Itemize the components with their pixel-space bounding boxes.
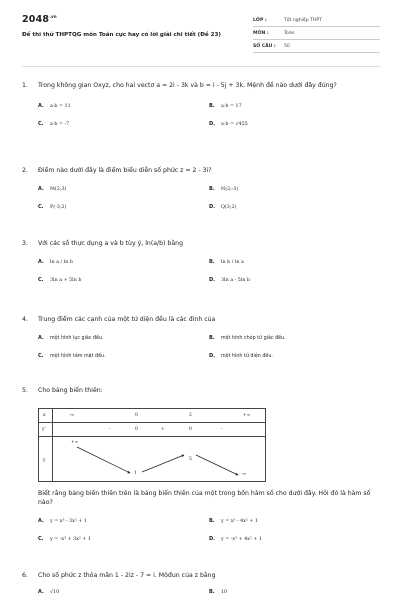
x-value: +∞ bbox=[243, 413, 251, 418]
meta-row-count bbox=[253, 40, 380, 53]
question-text: Cho bảng biến thiên: bbox=[38, 387, 103, 394]
option-c[interactable]: C. 3ln a + 5ln b bbox=[38, 276, 82, 283]
header-divider bbox=[22, 66, 380, 67]
option-a[interactable]: A. M(2;3) bbox=[38, 185, 67, 192]
option-b[interactable]: B. a·b = 17 bbox=[209, 102, 242, 109]
y-value: 1 bbox=[134, 471, 137, 476]
option-c[interactable]: C. P(-3;2) bbox=[38, 203, 67, 210]
question-5-continued bbox=[22, 490, 380, 542]
meta-label: LỚP : bbox=[253, 17, 267, 23]
option-d[interactable]: D. a·b = √455 bbox=[209, 120, 248, 127]
meta-row-subject bbox=[253, 27, 380, 40]
option-a[interactable]: A. ln a / ln b bbox=[38, 258, 73, 265]
question-2 bbox=[22, 167, 380, 210]
option-c[interactable]: C. một hình tám mặt đều. bbox=[38, 352, 106, 359]
meta-value: Tốt nghiệp THPT bbox=[284, 17, 322, 23]
option-d[interactable]: D. 3ln a - 5ln b bbox=[209, 276, 251, 283]
document-meta bbox=[253, 14, 380, 53]
y-value: +∞ bbox=[71, 440, 79, 445]
meta-label: SỐ CÂU : bbox=[253, 43, 276, 49]
option-b[interactable]: B. 10 bbox=[209, 588, 228, 595]
site-logo[interactable]: $2048^{.vn}$ bbox=[22, 14, 57, 26]
question-text: Cho số phức z thỏa mãn 1 - 2iz - 7 = i. Môđun của z bằng bbox=[38, 572, 216, 579]
option-b[interactable]: B. N(2;-3) bbox=[209, 185, 239, 192]
option-a[interactable]: A. a·b = 11 bbox=[38, 102, 71, 109]
x-value: 2 bbox=[189, 413, 192, 418]
option-a[interactable]: A. √10 bbox=[38, 588, 60, 595]
question-6 bbox=[22, 572, 380, 595]
meta-value: Toán bbox=[284, 30, 295, 36]
option-c[interactable]: C. y = -x³ + 3x² + 1 bbox=[38, 535, 91, 542]
y-value: -∞ bbox=[241, 472, 247, 477]
x-value: 0 bbox=[135, 413, 138, 418]
question-text: Trung điểm các cạnh của một tứ diện đều là các đỉnh của bbox=[38, 316, 216, 323]
question-number: 3. bbox=[22, 240, 28, 247]
yprime-sign: - bbox=[221, 427, 223, 432]
option-c[interactable]: C. a·b = -7 bbox=[38, 120, 70, 127]
meta-label: MÔN : bbox=[253, 30, 269, 36]
option-a[interactable]: A. y = x³ - 3x² + 1 bbox=[38, 517, 87, 524]
question-number: 2. bbox=[22, 167, 28, 174]
question-4 bbox=[22, 316, 380, 359]
question-3 bbox=[22, 240, 380, 283]
option-d[interactable]: D. một hình tứ diện đều. bbox=[209, 352, 273, 359]
variation-table bbox=[38, 408, 266, 482]
option-a[interactable]: A. một hình lục giác đều. bbox=[38, 334, 104, 341]
question-5 bbox=[22, 387, 380, 396]
question-number: 6. bbox=[22, 572, 28, 579]
question-text: Biết rằng bảng biến thiên trên là bảng biến thiên của một trong bốn hàm số cho dưới đây. Hỏi đó là hàm số nào? bbox=[38, 490, 371, 506]
page-header bbox=[22, 14, 380, 60]
arrow-down bbox=[77, 447, 130, 473]
question-text: Điểm nào dưới đây là điểm biểu diễn số phức z = 2 - 3i? bbox=[38, 167, 212, 174]
arrow-down bbox=[196, 455, 238, 475]
question-text: Trong không gian Oxyz, cho hai vectơ a = 2i - 3k và b = i - 5j + 3k. Mệnh đề nào dưới đây đúng? bbox=[38, 82, 337, 89]
question-number: 4. bbox=[22, 316, 28, 323]
option-b[interactable]: B. ln b / ln a bbox=[209, 258, 244, 265]
yprime-value: 0 bbox=[135, 427, 138, 432]
yprime-value: 0 bbox=[189, 427, 192, 432]
option-b[interactable]: B. một hình chóp tứ giác đều. bbox=[209, 334, 286, 341]
yprime-sign: + bbox=[161, 427, 165, 432]
y-value: 5 bbox=[189, 457, 192, 462]
question-number: 5. bbox=[22, 387, 28, 394]
row-label-x: x bbox=[43, 413, 46, 418]
variation-arrows bbox=[39, 409, 267, 483]
yprime-sign: - bbox=[109, 427, 111, 432]
option-b[interactable]: B. y = x³ - 4x² + 1 bbox=[209, 517, 258, 524]
question-1 bbox=[22, 82, 380, 127]
meta-row-class bbox=[253, 14, 380, 27]
meta-value: 50 bbox=[284, 43, 290, 49]
row-label-y: y bbox=[43, 458, 46, 463]
row-label-yprime: y' bbox=[42, 427, 46, 432]
option-d[interactable]: D. y = -x³ + 4x² + 1 bbox=[209, 535, 262, 542]
option-d[interactable]: D. Q(3;2) bbox=[209, 203, 237, 210]
x-value: -∞ bbox=[69, 413, 75, 418]
document-title: Đề thi thử THPTQG môn Toán cực hay có lời giải chi tiết (Đề 23) bbox=[22, 32, 221, 38]
arrow-up bbox=[142, 455, 184, 472]
question-text: Với các số thực dụng a và b tùy ý, ln(a/b) bằng bbox=[38, 240, 183, 247]
question-number: 1. bbox=[22, 82, 28, 89]
